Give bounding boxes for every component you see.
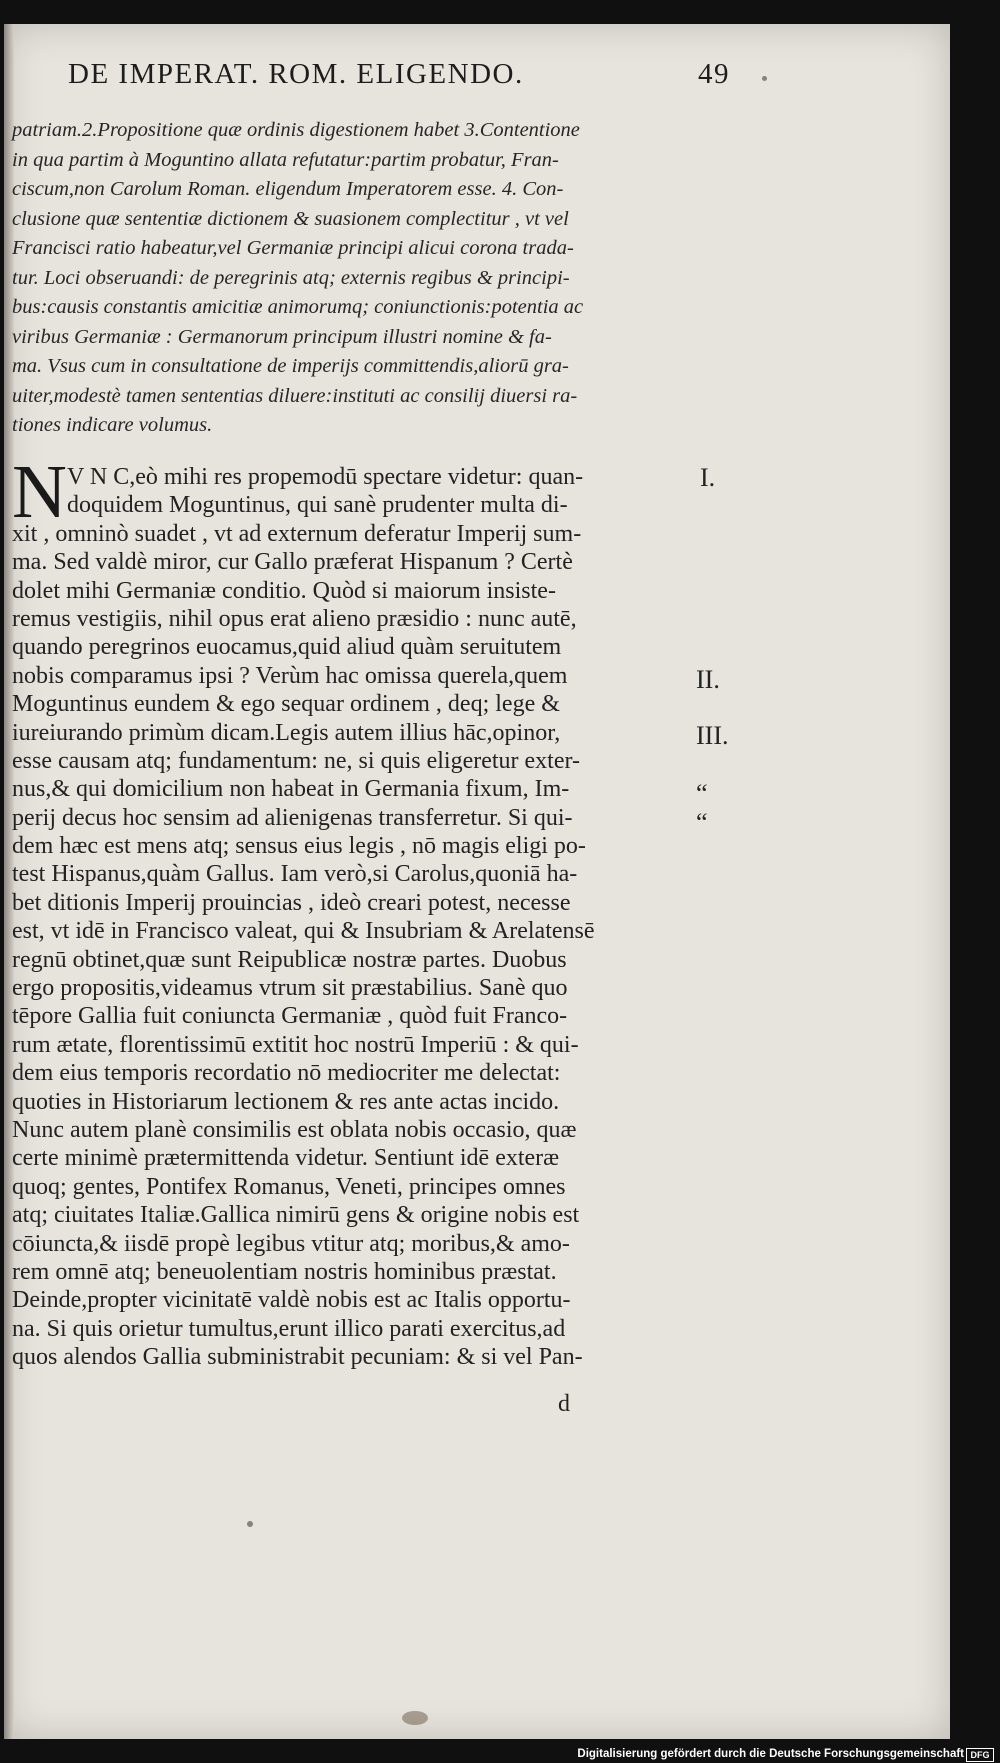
summary-line: patriam.2.Propositione quæ ordinis digestionem habet 3.Contentione [12,119,580,141]
summary-line: bus:causis constantis amicitiæ animorumq; coniunctionis:potentia ac [12,296,584,318]
text-line: xit , omninò suadet , vt ad externum deferatur Imperij sum- [12,520,582,547]
main-text [12,450,702,1372]
margin-note-1: I. [700,463,716,492]
text-line: dolet mihi Germaniæ conditio. Quòd si maiorum insiste- [12,577,556,604]
margin-quote-mark: “ [696,808,708,837]
summary-line: uiter,modestè tamen sententias diluere:instituti ac consilij diuersi ra- [12,384,578,407]
summary-line: tiones indicare volumus. [12,414,213,436]
text-line: ma. Sed valdè miror, cur Gallo præferat Hispanum ? Certè [12,549,573,576]
summary-line: in qua partim à Moguntino allata refutatur:partim probatur, Fran- [12,148,559,171]
margin-note-3: III. [696,721,729,750]
text-line: ergo propositis,videamus vtrum sit præstabilius. Sanè quo [12,975,568,1002]
ink-spot [247,1521,253,1527]
margin-quote-mark: “ [696,779,708,808]
drop-cap-initial: N [12,450,67,534]
margin-note-2: II. [696,665,720,694]
signature-mark: d [558,1391,570,1417]
text-line: est, vt idē in Francisco valeat, qui & Insubriam & Arelatensē [12,918,595,945]
text-line: quoties in Historiarum lectionem & res ante actas incido. [12,1088,560,1115]
text-line: quando peregrinos euocamus,quid aliud quàm seruitutem [12,634,562,661]
text-line: test Hispanus,quàm Gallus. Iam verò,si Carolus,quoniā ha- [12,861,578,888]
summary-line: clusione quæ sententiæ dictionem & suasionem complectitur , vt vel [12,207,569,230]
footer-credit: Digitalisierung gefördert durch die Deutsche Forschungsgemeinschaft [577,1748,964,1760]
text-line: dem hæc est mens atq; sensus eius legis , nō magis eligi po- [12,833,586,860]
text-line: nus,& qui domicilium non habeat in Germania fixum, Im- [12,776,570,803]
text-line: Nunc autem planè consimilis est oblata nobis occasio, quæ [12,1116,577,1143]
summary-line: ciscum,non Carolum Roman. eligendum Imperatorem esse. 4. Con- [12,178,564,200]
text-line: bet ditionis Imperij prouincias , ideò creari potest, necesse [12,889,571,916]
text-line: doquidem Moguntinus, qui sanè prudenter multa di- [67,492,568,519]
text-line: iureiurando primùm dicam.Legis autem illius hāc,opinor, [12,719,561,746]
text-line: na. Si quis orietur tumultus,erunt illico parati exercitus,ad [12,1315,566,1342]
summary-line: viribus Germaniæ : Germanorum principum illustri nomine & fa- [12,325,552,348]
summary-line: ma. Vsus cum in consultatione de imperijs committendis,aliorū gra- [12,355,569,377]
text-line: esse causam atq; fundamentum: ne, si quis eligeretur exter- [12,747,580,774]
running-header [68,58,730,98]
chapter-summary [12,116,692,441]
text-line: cōiuncta,& iisdē propè legibus vtitur atq; moribus,& amo- [12,1230,570,1257]
text-line: certe minimè prætermittenda videtur. Sentiunt idē exteræ [12,1145,560,1172]
text-line: Moguntinus eundem & ego sequar ordinem , deq; lege & [12,691,560,718]
dfg-logo-icon: DFG [966,1748,994,1762]
footer-bar [0,1745,1000,1763]
text-line: rum ætate, florentissimū extitit hoc nostrū Imperiū : & qui- [12,1031,579,1058]
text-line: quos alendos Gallia subministrabit pecuniam: & si vel Pan- [12,1344,583,1371]
text-line: quoq; gentes, Pontifex Romanus, Veneti, principes omnes [12,1173,566,1200]
text-line: dem eius temporis recordatio nō mediocriter me delectat: [12,1060,561,1087]
text-line: perij decus hoc sensim ad alienigenas transferretur. Si qui- [12,804,573,831]
page-number: 49 [698,58,730,90]
ink-spot [762,76,767,81]
ink-spot [402,1711,428,1725]
text-line: tēpore Gallia fuit coniuncta Germaniæ , quòd fuit Franco- [12,1003,568,1030]
text-line: nobis comparamus ipsi ? Verùm hac omissa querela,quem [12,662,568,689]
text-line: rem omnē atq; beneuolentiam nostris hominibus præstat. [12,1258,557,1285]
text-line: Deinde,propter vicinitatē valdè nobis est ac Italis opportu- [12,1287,571,1314]
summary-line: tur. Loci obseruandi: de peregrinis atq; externis regibus & principi- [12,266,570,289]
text-line: remus vestigiis, nihil opus erat alieno præsidio : nunc autē, [12,605,577,632]
running-title: DE IMPERAT. ROM. ELIGENDO. [68,58,524,90]
text-line: atq; ciuitates Italiæ.Gallica nimirū gens & origine nobis est [12,1202,580,1229]
text-line: regnū obtinet,quæ sunt Reipublicæ nostræ partes. Duobus [12,946,567,973]
summary-line: Francisci ratio habeatur,vel Germaniæ principi alicui corona trada- [12,237,574,259]
text-line: V N C,eò mihi res propemodū spectare videtur: quan- [67,464,584,490]
